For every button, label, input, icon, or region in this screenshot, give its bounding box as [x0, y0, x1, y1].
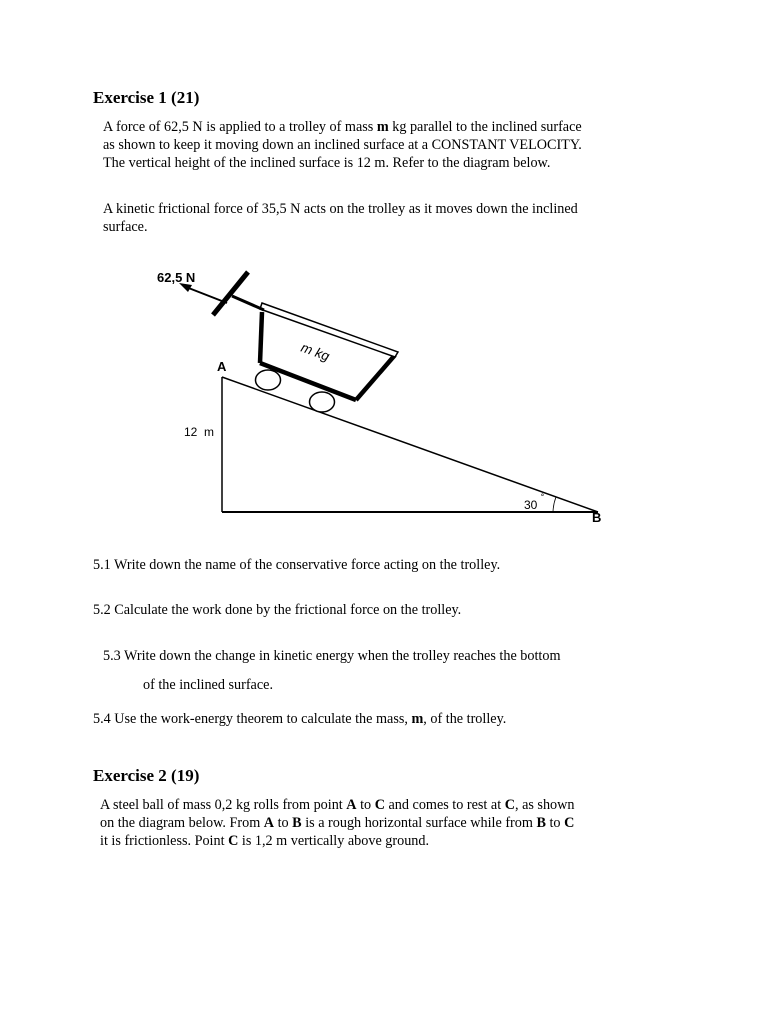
- text-run: on the diagram below. From: [100, 815, 264, 831]
- text-run: 5.1 Write down the name of the conservative force acting on the trolley.: [93, 557, 501, 573]
- question-5-3-line-1: [103, 647, 561, 665]
- text-run: , as shown: [514, 797, 575, 813]
- bold-term: A: [263, 815, 275, 831]
- point-a-label: A: [217, 359, 227, 374]
- text-run: A kinetic frictional force of 35,5 N acts on the trolley as it moves down the inclined: [103, 201, 578, 217]
- trolley-handle: [213, 272, 264, 315]
- text-run: , of the trolley.: [423, 711, 507, 727]
- text-run: it is frictionless. Point: [100, 833, 229, 849]
- question-5-4: [93, 710, 506, 728]
- ex2-line-2: [100, 814, 574, 832]
- bold-term: B: [292, 815, 302, 831]
- question-5-3-line-2: [143, 676, 273, 694]
- force-label: 62,5 N: [157, 270, 196, 285]
- exercise-2-heading: Exercise 2 (19): [93, 766, 200, 785]
- bold-term: m: [411, 711, 424, 727]
- text-run: is 1,2 m vertically above ground.: [238, 833, 430, 849]
- text-run: 5.3 Write down the change in kinetic energy when the trolley reaches the bottom: [103, 648, 561, 664]
- ex2-line-1: [100, 796, 574, 814]
- text-run: 5.2 Calculate the work done by the frictional force on the trolley.: [93, 602, 462, 618]
- bold-term: B: [536, 815, 546, 831]
- bold-term: C: [564, 815, 575, 831]
- trolley-wheel-rear: [310, 392, 335, 412]
- angle-arc: [553, 497, 556, 512]
- text-run: 5.4 Use the work-energy theorem to calculate the mass,: [93, 711, 412, 727]
- height-label: 12 m: [184, 425, 215, 439]
- question-5-2: [93, 601, 461, 619]
- bold-term: C: [504, 797, 515, 813]
- ex2-line-3: [100, 832, 429, 850]
- point-b-label: B: [592, 510, 602, 525]
- incline-triangle: [222, 377, 598, 512]
- mass-label: m kg: [298, 339, 332, 364]
- applied-force-arrow: [179, 283, 227, 303]
- text-run: kg parallel to the inclined surface: [388, 119, 582, 135]
- text-run: A force of 62,5 N is applied to a trolley of mass: [103, 119, 377, 135]
- bold-term: C: [228, 833, 239, 849]
- text-run: as shown to keep it moving down an inclined surface at a CONSTANT VELOCITY.: [103, 137, 582, 153]
- text-run: of the inclined surface.: [143, 677, 273, 693]
- trolley-wheel-front: [256, 370, 281, 390]
- exercise-1-heading: Exercise 1 (21): [93, 88, 200, 107]
- angle-unit-label: ˚: [541, 494, 545, 505]
- text-run: to: [274, 815, 293, 831]
- text-run: The vertical height of the inclined surface is 12 m. Refer to the diagram below.: [103, 155, 551, 171]
- text-run: is a rough horizontal surface while from: [301, 815, 537, 831]
- text-run: to: [545, 815, 565, 831]
- text-run: A steel ball of mass 0,2 kg rolls from point: [100, 797, 347, 813]
- angle-value-label: 30: [524, 498, 538, 512]
- question-5-1: [93, 556, 500, 574]
- text-run: to: [356, 797, 375, 813]
- incline-slope: [222, 377, 598, 512]
- text-run: and comes to rest at: [384, 797, 505, 813]
- bold-term: C: [374, 797, 385, 813]
- bold-term: A: [346, 797, 357, 813]
- text-run: surface.: [103, 219, 148, 235]
- bold-term: m: [376, 119, 389, 135]
